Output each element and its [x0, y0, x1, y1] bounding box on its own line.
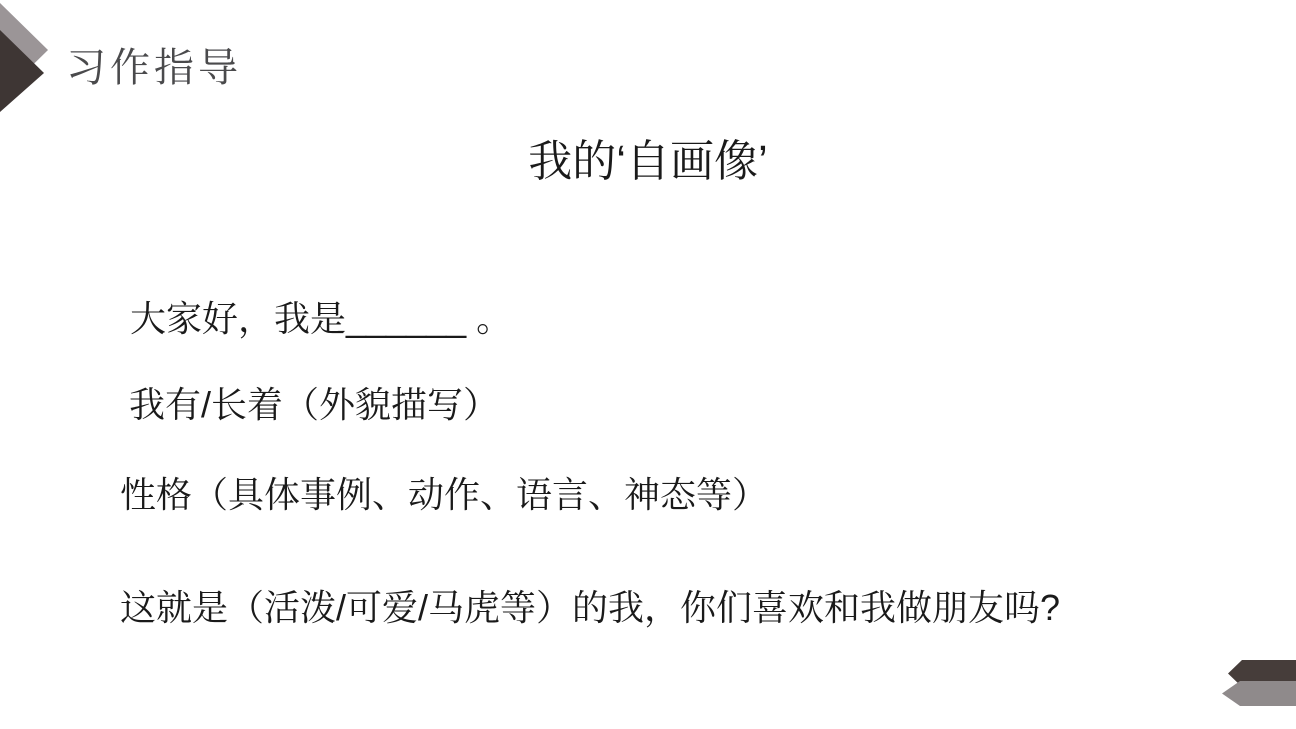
gray-arrow-icon	[1222, 681, 1296, 706]
body-line-personality: 性格（具体事例、动作、语言、神态等）	[120, 474, 769, 515]
corner-arrows-decoration	[1216, 656, 1296, 712]
greeting-suffix: 。	[466, 298, 513, 339]
body-line-closing: 这就是（活泼/可爱/马虎等）的我，你们喜欢和我做朋友吗?	[120, 587, 1061, 628]
slide-title: 我的‘自画像’	[528, 137, 768, 186]
greeting-prefix: 大家好，我是	[130, 298, 347, 339]
fill-in-blank: ______	[346, 298, 467, 339]
body-line-greeting	[130, 297, 512, 340]
body-line-appearance: 我有/长着（外貌描写）	[129, 384, 500, 425]
corner-triangles-decoration	[0, 0, 52, 120]
slide-header-label: 习作指导	[66, 46, 242, 90]
